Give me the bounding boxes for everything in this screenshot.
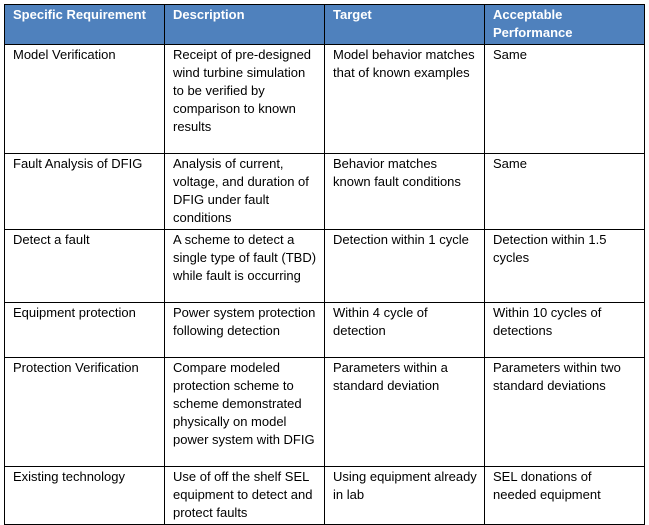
- cell-requirement: Protection Verification: [5, 358, 165, 467]
- cell-requirement: Model Verification: [5, 45, 165, 154]
- table-row: [5, 358, 645, 467]
- cell-requirement: Equipment protection: [5, 303, 165, 358]
- cell-target: Within 4 cycle of detection: [325, 303, 485, 358]
- cell-requirement: Existing technology: [5, 467, 165, 525]
- cell-target: Behavior matches known fault conditions: [325, 154, 485, 230]
- table-row: [5, 154, 645, 230]
- requirements-table: [4, 4, 645, 525]
- cell-performance: Same: [485, 154, 645, 230]
- cell-performance: Same: [485, 45, 645, 154]
- cell-performance: SEL donations of needed equipment: [485, 467, 645, 525]
- cell-description: Compare modeled protection scheme to scheme demonstrated physically on model power system with DFIG: [165, 358, 325, 467]
- table-row: [5, 230, 645, 303]
- cell-performance: Detection within 1.5 cycles: [485, 230, 645, 303]
- requirements-table-container: [4, 4, 645, 525]
- table-header-row: [5, 5, 645, 45]
- cell-description: Analysis of current, voltage, and duration of DFIG under fault conditions: [165, 154, 325, 230]
- table-row: [5, 303, 645, 358]
- cell-target: Model behavior matches that of known examples: [325, 45, 485, 154]
- cell-description: Use of off the shelf SEL equipment to detect and protect faults: [165, 467, 325, 525]
- cell-target: Detection within 1 cycle: [325, 230, 485, 303]
- table-row: [5, 45, 645, 154]
- header-description: Description: [165, 5, 325, 45]
- header-target: Target: [325, 5, 485, 45]
- header-specific-requirement: Specific Requirement: [5, 5, 165, 45]
- cell-requirement: Fault Analysis of DFIG: [5, 154, 165, 230]
- cell-target: Using equipment already in lab: [325, 467, 485, 525]
- table-row: [5, 467, 645, 525]
- cell-description: A scheme to detect a single type of fault (TBD) while fault is occurring: [165, 230, 325, 303]
- cell-performance: Parameters within two standard deviations: [485, 358, 645, 467]
- cell-description: Receipt of pre-designed wind turbine simulation to be verified by comparison to known results: [165, 45, 325, 154]
- cell-requirement: Detect a fault: [5, 230, 165, 303]
- cell-target: Parameters within a standard deviation: [325, 358, 485, 467]
- cell-description: Power system protection following detection: [165, 303, 325, 358]
- header-acceptable-performance: Acceptable Performance: [485, 5, 645, 45]
- cell-performance: Within 10 cycles of detections: [485, 303, 645, 358]
